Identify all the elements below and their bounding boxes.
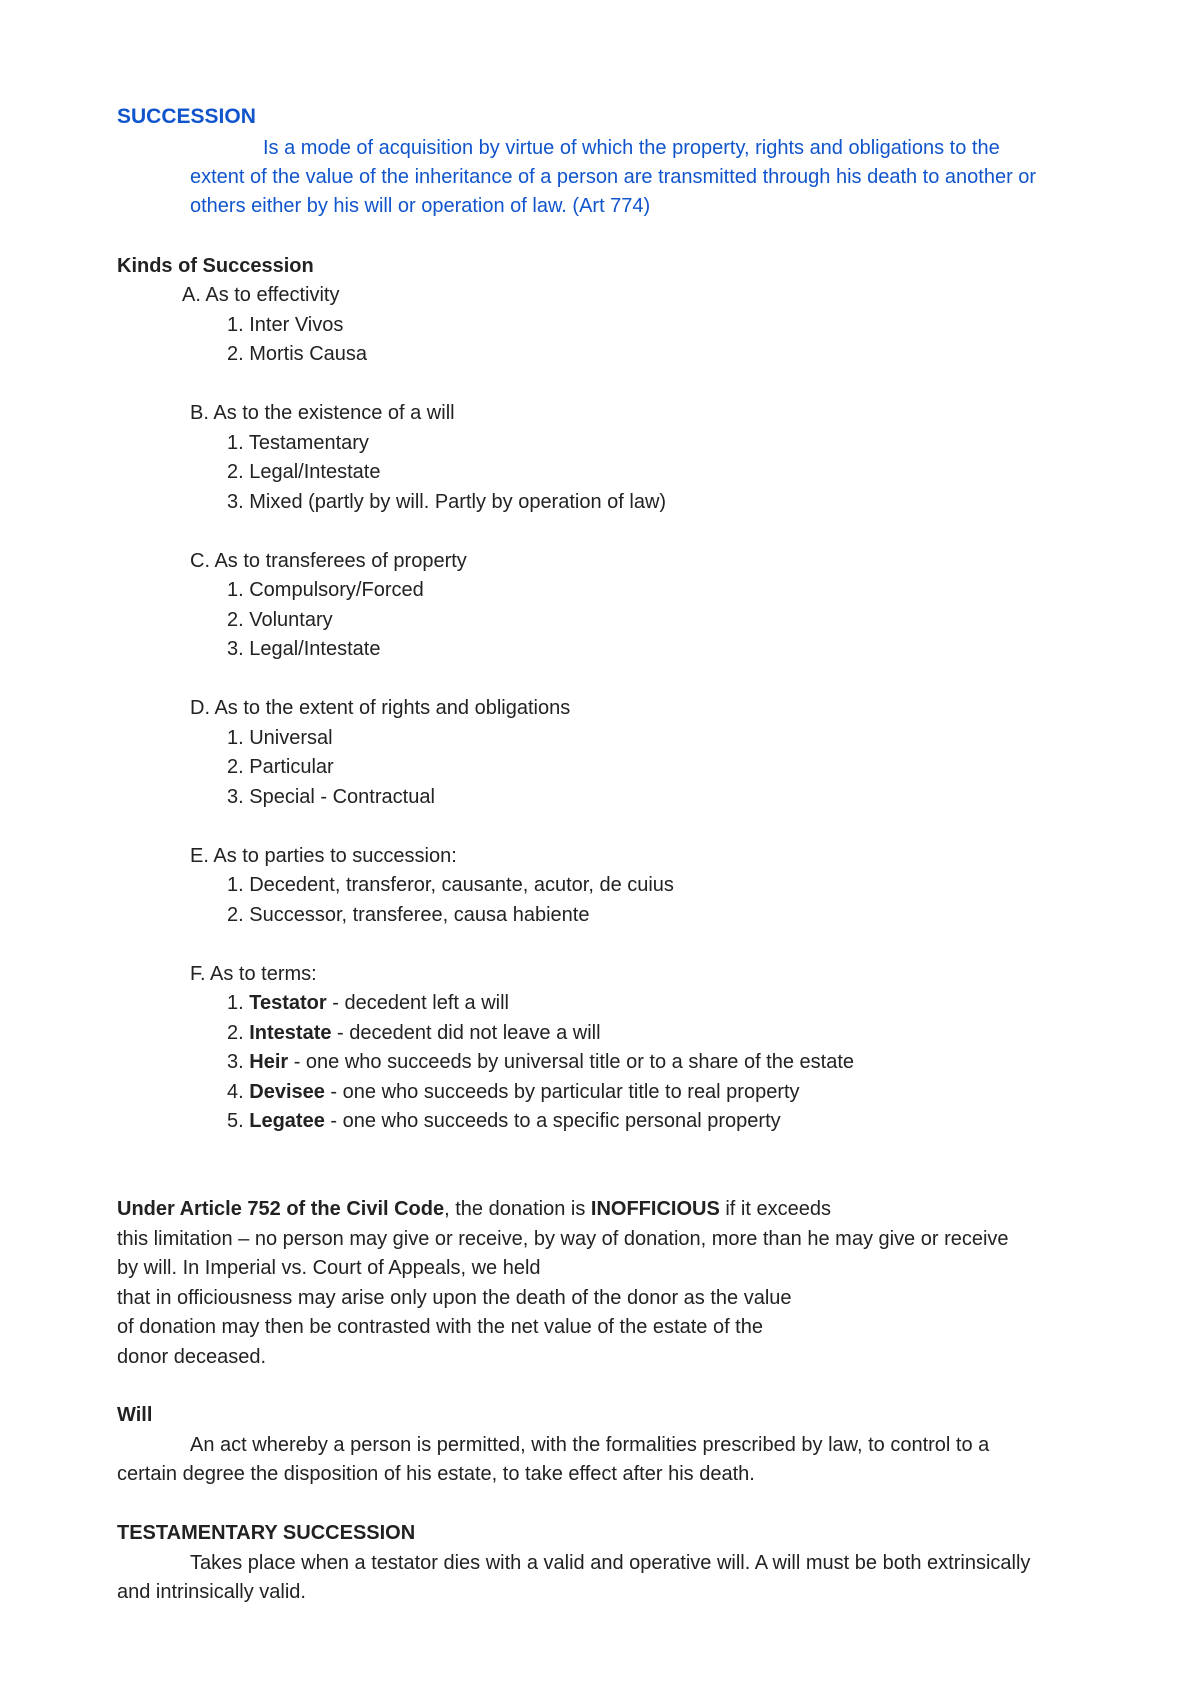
article-752-line-6: donor deceased. xyxy=(117,1346,267,1368)
definition-line-2: extent of the value of the inheritance of a person are transmitted through his death to another or xyxy=(190,166,1037,188)
kind-b-label: B. As to the existence of a will xyxy=(190,402,455,424)
kind-d-item: 1. Universal xyxy=(227,727,333,749)
kind-b-item: 1. Testamentary xyxy=(227,432,369,454)
kind-d-item: 2. Particular xyxy=(227,756,334,778)
testamentary-heading: TESTAMENTARY SUCCESSION xyxy=(117,1522,416,1544)
kind-c-item: 3. Legal/Intestate xyxy=(227,638,381,660)
kind-a-item: 2. Mortis Causa xyxy=(227,343,368,365)
article-752-line-4: that in officiousness may arise only upon the death of the donor as the value xyxy=(117,1287,792,1309)
testamentary-line-1: Takes place when a testator dies with a valid and operative will. A will must be both extrinsically xyxy=(190,1552,1031,1574)
kind-d-label: D. As to the extent of rights and obligations xyxy=(190,697,571,719)
kind-b-item: 3. Mixed (partly by will. Partly by operation of law) xyxy=(227,491,667,513)
kind-e-item: 2. Successor, transferee, causa habiente xyxy=(227,904,590,926)
will-line-2: certain degree the disposition of his estate, to take effect after his death. xyxy=(117,1463,755,1485)
term-word: Legatee xyxy=(249,1110,325,1132)
term-item: 2. Intestate - decedent did not leave a will xyxy=(227,1022,601,1044)
article-752-line-3: by will. In Imperial vs. Court of Appeals, we held xyxy=(117,1257,541,1279)
kind-a-item: 1. Inter Vivos xyxy=(227,314,344,336)
term-word: Intestate xyxy=(249,1022,332,1044)
term-item: 4. Devisee - one who succeeds by particular title to real property xyxy=(227,1081,800,1103)
will-heading: Will xyxy=(117,1404,153,1426)
kind-a-label: A. As to effectivity xyxy=(182,284,340,306)
testamentary-line-2: and intrinsically valid. xyxy=(117,1581,306,1603)
kind-c-label: C. As to transferees of property xyxy=(190,550,467,572)
kind-e-label: E. As to parties to succession: xyxy=(190,845,457,867)
term-word: Testator xyxy=(249,992,327,1014)
kind-d-item: 3. Special - Contractual xyxy=(227,786,435,808)
kinds-heading: Kinds of Succession xyxy=(117,255,314,277)
article-752-line-1: Under Article 752 of the Civil Code, the donation is INOFFICIOUS if it exceeds xyxy=(117,1198,831,1220)
kind-c-item: 2. Voluntary xyxy=(227,609,333,631)
kind-b-item: 2. Legal/Intestate xyxy=(227,461,381,483)
article-752-line-2: this limitation – no person may give or receive, by way of donation, more than he may give or receive xyxy=(117,1228,1009,1250)
article-752-line-5: of donation may then be contrasted with the net value of the estate of the xyxy=(117,1316,763,1338)
term-word: Heir xyxy=(249,1051,289,1073)
term-item: 1. Testator - decedent left a will xyxy=(227,992,509,1014)
will-line-1: An act whereby a person is permitted, with the formalities prescribed by law, to control to a xyxy=(190,1434,990,1456)
kind-c-item: 1. Compulsory/Forced xyxy=(227,579,424,601)
definition-line-3: others either by his will or operation of law. (Art 774) xyxy=(190,195,651,217)
kind-f-label: F. As to terms: xyxy=(190,963,317,985)
definition-line-1: Is a mode of acquisition by virtue of which the property, rights and obligations to the xyxy=(263,137,1000,159)
term-item: 5. Legatee - one who succeeds to a specific personal property xyxy=(227,1110,781,1132)
kind-e-item: 1. Decedent, transferor, causante, acutor, de cuius xyxy=(227,874,674,896)
term-word: Devisee xyxy=(249,1081,325,1103)
term-item: 3. Heir - one who succeeds by universal title or to a share of the estate xyxy=(227,1051,855,1073)
document-title: SUCCESSION xyxy=(117,105,256,128)
